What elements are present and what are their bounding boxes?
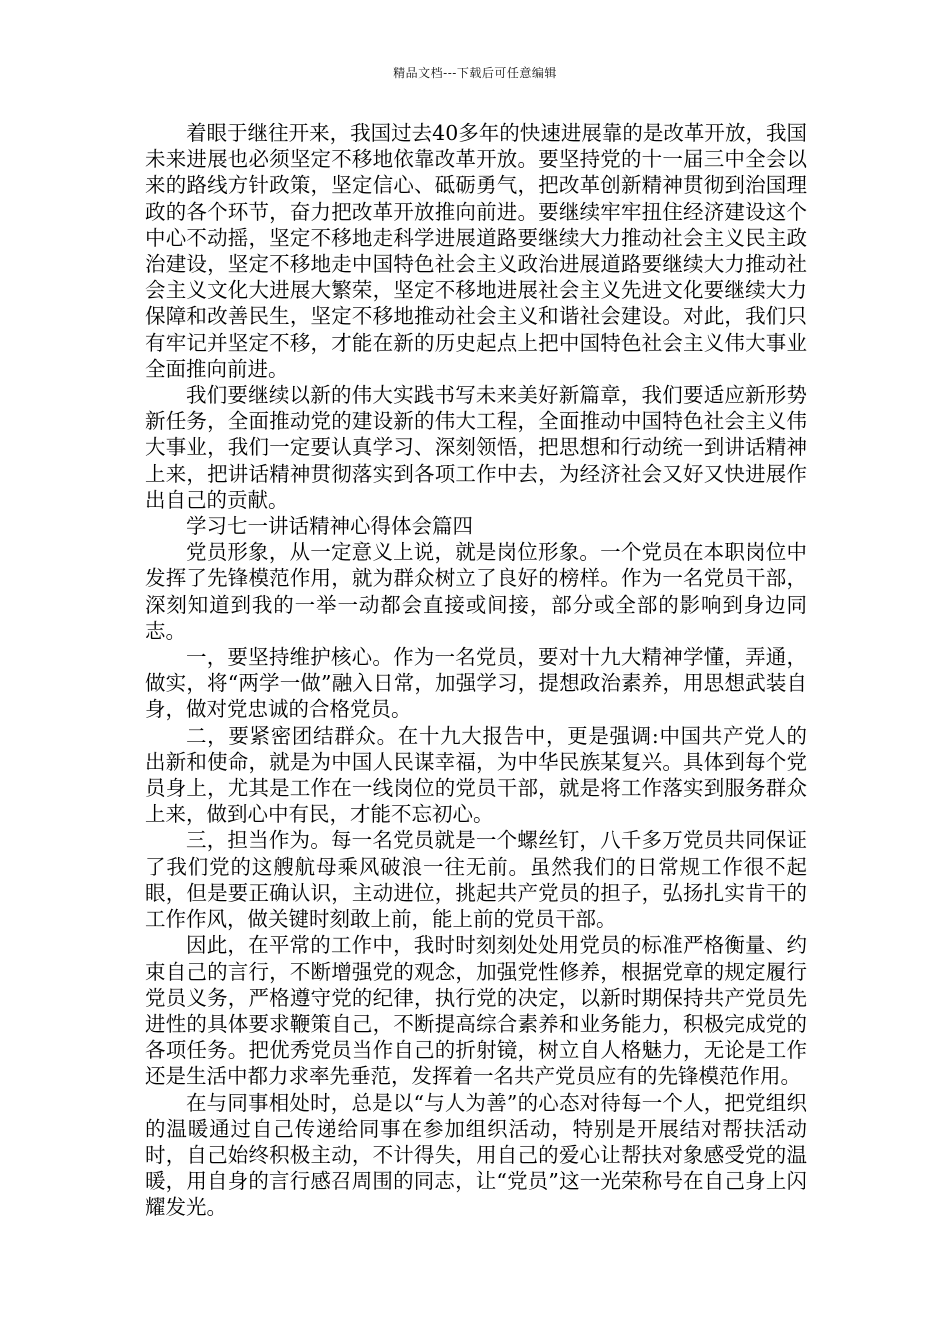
paragraph: 二，要紧密团结群众。在十九大报告中，更是强调:中国共产党人的出新和使命，就是为中国人民谋幸福，为中华民族某复兴。具体到每个党员身上，尤其是工作在一线岗位的党员干部，就是将工作落实到服务群众上来，做到心中有民，才能不忘初心。 xyxy=(145,723,807,827)
section-title: 学习七一讲话精神心得体会篇四 xyxy=(186,514,473,539)
page-header-note: 精品文档---下载后可任意编辑 xyxy=(393,66,557,80)
paragraph: 在与同事相处时，总是以“与人为善”的心态对待每一个人，把党组织的温暖通过自己传递给同事在参加组织活动，特别是开展结对帮扶活动时，自己始终积极主动，不计得失，用自己的爱心让帮扶对象感受党的温暖，用自身的言行感召周围的同志，让“党员”这一光荣称号在自己身上闪耀发光。 xyxy=(145,1090,807,1220)
paragraph: 三，担当作为。每一名党员就是一个螺丝钉，八千多万党员共同保证了我们党的这艘航母乘风破浪一往无前。虽然我们的日常规工作很不起眼，但是要正确认识，主动进位，挑起共产党员的担子，弘扬扎实肯干的工作作风，做关键时刻敢上前，能上前的党员干部。 xyxy=(145,828,807,932)
document-body xyxy=(145,120,807,1221)
paragraph: 一，要坚持维护核心。作为一名党员，要对十九大精神学懂，弄通，做实，将“两学一做”融入日常，加强学习，提想政治素养，用思想武装自身，做对党忠诚的合格党员。 xyxy=(145,645,807,722)
paragraph: 着眼于继往开来，我国过去40多年的快速进展靠的是改革开放，我国未来进展也必须坚定不移地依靠改革开放。要坚持党的十一届三中全会以来的路线方针政策，坚定信心、砥砺勇气，把改革创新精神贯彻到治国理政的各个环节，奋力把改革开放推向前进。要继续牢牢扭住经济建设这个中心不动摇，坚定不移地走科学进展道路要继续大力推动社会主义民主政治建设，坚定不移地走中国特色社会主义政治进展道路要继续大力推动社会主义文化大进展大繁荣，坚定不移地进展社会主义先进文化要继续大力保障和改善民生，坚定不移地推动社会主义和谐社会建设。对此，我们只有牢记并坚定不移，才能在新的历史起点上把中国特色社会主义伟大事业全面推向前进。 xyxy=(145,121,807,381)
paragraph: 党员形象，从一定意义上说，就是岗位形象。一个党员在本职岗位中发挥了先锋模范作用，就为群众树立了良好的榜样。作为一名党员干部，深刻知道到我的一举一动都会直接或间接，部分或全部的影响到身边同志。 xyxy=(145,540,807,643)
paragraph: 因此，在平常的工作中，我时时刻刻处处用党员的标准严格衡量、约束自己的言行，不断增强党的观念，加强党性修养，根据党章的规定履行党员义务，严格遵守党的纪律，执行党的决定，以新时期保持共产党员先进性的具体要求鞭策自己，不断提高综合素养和业务能力，积极完成党的各项任务。把优秀党员当作自己的折射镜，树立自人格魅力，无论是工作还是生活中都力求率先垂范，发挥着一名共产党员应有的先锋模范作用。 xyxy=(145,933,807,1089)
paragraph: 我们要继续以新的伟大实践书写未来美好新篇章，我们要适应新形势新任务，全面推动党的建设新的伟大工程，全面推动中国特色社会主义伟大事业，我们一定要认真学习、深刻领悟，把思想和行动统一到讲话精神上来，把讲话精神贯彻落实到各项工作中去，为经济社会又好又快进展作出自己的贡献。 xyxy=(145,383,807,512)
